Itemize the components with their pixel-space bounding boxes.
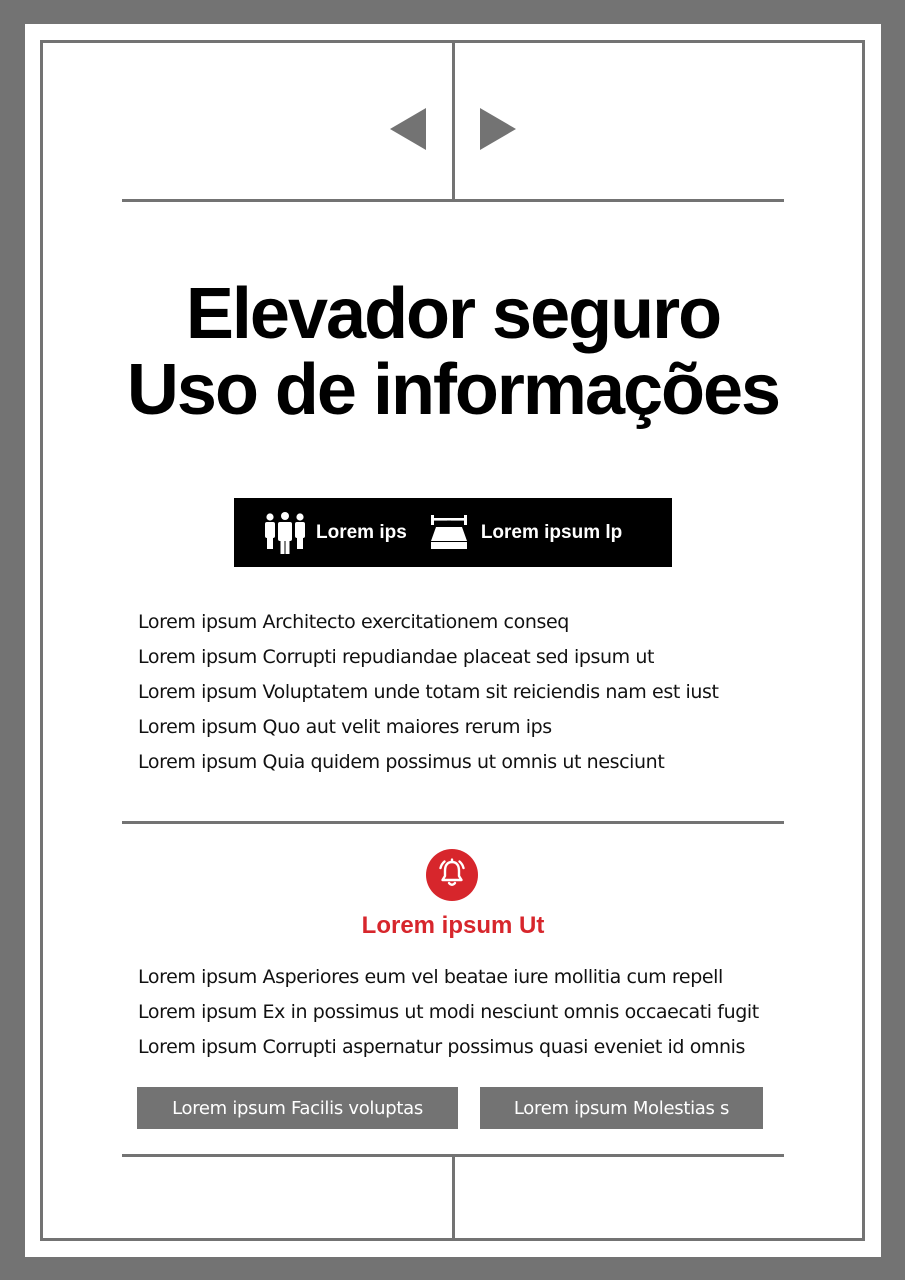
elevator-car-icon bbox=[429, 515, 469, 551]
badge-label-elevator: Lorem ipsum lp bbox=[480, 521, 623, 543]
secondary-label-button[interactable]: Lorem ipsum Molestias s bbox=[480, 1087, 763, 1129]
info-list bbox=[138, 605, 719, 780]
list-item: Lorem ipsum Quo aut velit maiores rerum ips bbox=[138, 716, 552, 738]
list-item: Lorem ipsum Corrupti aspernatur possimus quasi eveniet id omnis bbox=[138, 1036, 746, 1058]
alert-list bbox=[138, 960, 759, 1065]
middle-horizontal-divider bbox=[122, 821, 784, 824]
badge-item-elevator bbox=[429, 515, 622, 551]
bell-icon bbox=[436, 857, 468, 894]
list-item: Lorem ipsum Quia quidem possimus ut omnis ut nesciunt bbox=[138, 751, 665, 773]
arrow-right-icon[interactable] bbox=[480, 108, 516, 150]
list-item: Lorem ipsum Asperiores eum vel beatae iure mollitia cum repell bbox=[138, 966, 723, 988]
capacity-badge bbox=[234, 498, 672, 567]
list-item: Lorem ipsum Ex in possimus ut modi nesciunt omnis occaecati fugit bbox=[138, 1001, 759, 1023]
list-item: Lorem ipsum Voluptatem unde totam sit reiciendis nam est iust bbox=[138, 681, 719, 703]
arrow-left-icon[interactable] bbox=[390, 108, 426, 150]
title-line-1: Elevador seguro bbox=[185, 274, 721, 354]
list-item: Lorem ipsum Corrupti repudiandae placeat sed ipsum ut bbox=[138, 646, 655, 668]
alert-icon-circle bbox=[426, 849, 478, 901]
top-vertical-divider bbox=[452, 40, 455, 200]
people-group-icon bbox=[264, 511, 306, 555]
alert-heading: Lorem ipsum Ut bbox=[361, 912, 545, 939]
sign-sheet bbox=[25, 24, 881, 1257]
badge-item-people bbox=[264, 511, 407, 555]
top-horizontal-divider bbox=[122, 199, 784, 202]
list-item: Lorem ipsum Architecto exercitationem conseq bbox=[138, 611, 569, 633]
primary-label-button[interactable]: Lorem ipsum Facilis voluptas bbox=[137, 1087, 458, 1129]
badge-label-people: Lorem ips bbox=[316, 521, 407, 543]
title-line-2: Uso de informações bbox=[126, 350, 780, 430]
bottom-vertical-divider bbox=[452, 1155, 455, 1238]
page-title bbox=[25, 276, 881, 428]
